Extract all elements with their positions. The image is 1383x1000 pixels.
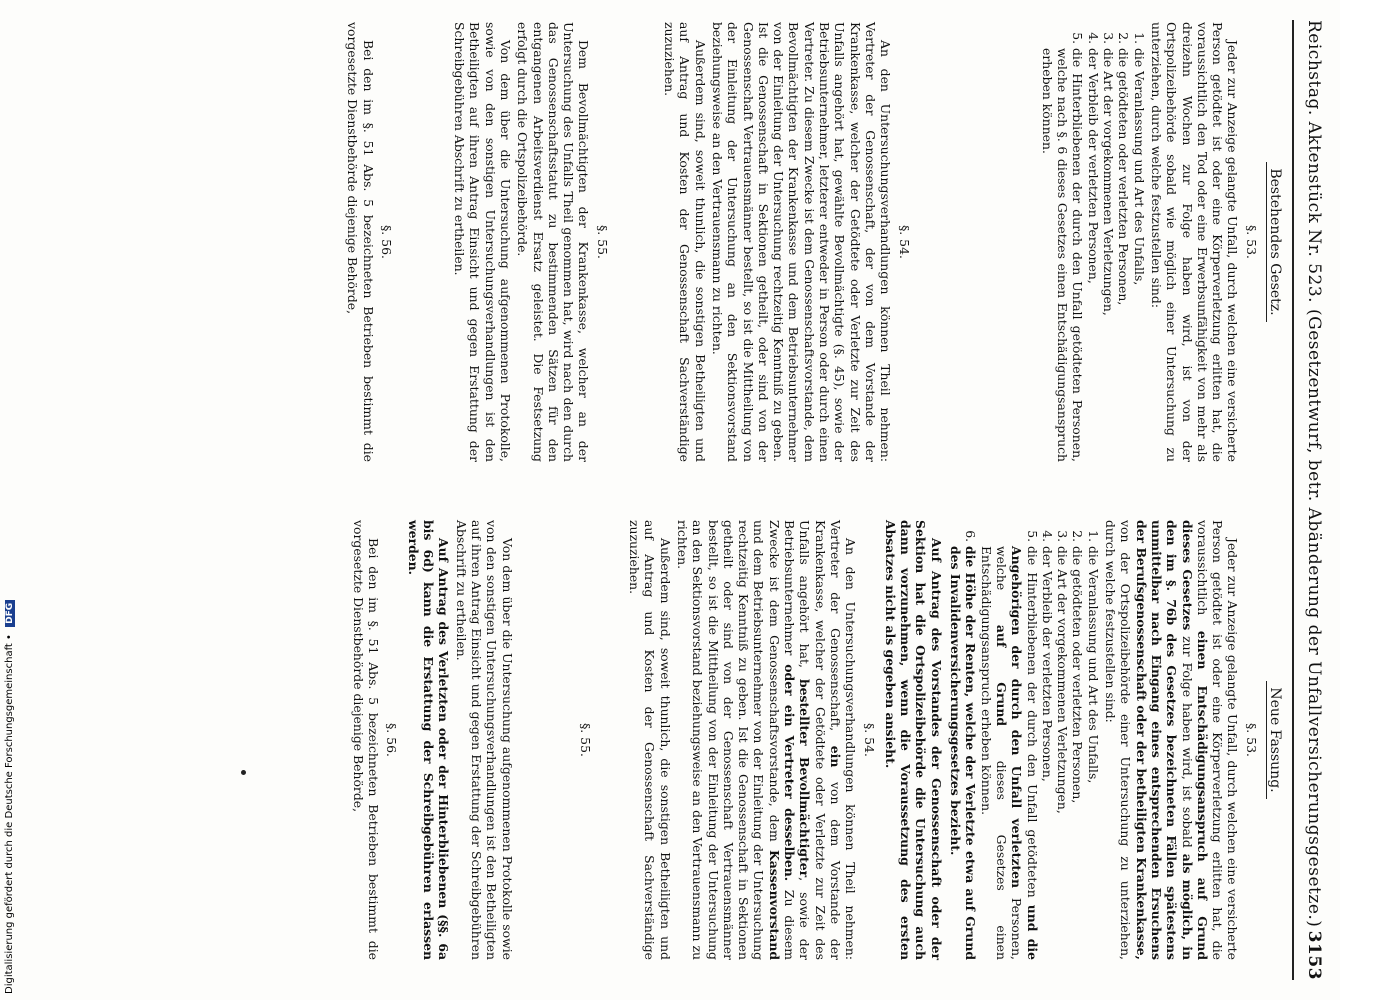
column-existing-law	[343, 22, 1282, 462]
paragraph: Von dem über die Untersuchung aufgenommenen Protokolle, sowie von den sonstigen Untersuchungsverhandlungen ist den Betheiligten auf ihren Antrag Einsicht und gegen Erstattung der Schreibgebühren Abschrift zu ertheilen.	[452, 22, 514, 462]
list-item: 5. die Hinterbliebenen der durch den Unfall getödteten und die Angehörigen der durch den Unfall verletzten Personen, welche auf Grund dieses Gesetzes einen Entschädigungsanspruch erheben können.	[978, 546, 1039, 960]
list-item: 1. die Veranlassung und Art des Unfalls,	[1085, 546, 1100, 960]
paragraph: Bei den im §. 51 Abs. 5 bezeichneten Betrieben bestimmt die vorgesetzte Dienstbehörde diejenige Behörde,	[350, 520, 382, 960]
digitization-credit	[0, 604, 24, 994]
header-title: Reichstag. Aktenstück Nr. 523. (Gesetzentwurf, betr. Abänderung der Unfallversicherungsgesetze.)	[1304, 20, 1324, 928]
section-heading: §. 56.	[378, 225, 394, 259]
section-heading: §. 54.	[896, 225, 912, 259]
section-heading: §. 55.	[577, 723, 593, 757]
dfg-logo: DFG	[5, 600, 15, 627]
page-header	[1292, 20, 1328, 980]
column-title-new: Neue Fassung.	[1267, 520, 1282, 960]
paragraph: An den Untersuchungsverhandlungen können Theil nehmen: Vertreter der Genossenschaft, der von dem Vorstande der Krankenkasse, welcher der Getödtete oder Verletzte zur Zeit des Unfalls angehört hat, gewählte Bevollmächtigte (§. 45), sowie der Betriebsunternehmer, letzterer entweder in Person oder durch einen Vertreter. Zu diesem Zwecke ist dem Genossenschaftsvorstande, dem Bevollmächtigten der Krankenkasse und dem Betriebsunternehmer von der Einleitung der Untersuchung rechtzeitig Kenntniß zu geben. Ist die Genossenschaft in Sektionen getheilt, oder sind von der Genossenschaft Vertrauensmänner bestellt, so ist die Mittheilung von der Einleitung der Untersuchung an den Sektionsvorstand beziehungsweise an den Vertrauensmann zu richten.	[709, 22, 894, 462]
paragraph-bold: Auf Antrag des Vorstandes der Genossenschaft oder der Sektion hat die Ortspolizeibehörde die Untersuchung auch dann vorzunehmen, wenn die Voraussetzung des ersten Absatzes nicht als gegeben ansieht.	[882, 520, 944, 960]
section-heading: §. 53.	[1243, 723, 1259, 757]
paragraph-bold: Auf Antrag des Verletzten oder der Hinterbliebenen (§§. 6a bis 6d) kann die Erstattung der Schreibgebühren erlassen werden.	[405, 520, 452, 960]
section-heading: §. 56.	[384, 723, 400, 757]
credit-text: Digitalisierung gefördert durch die Deutsche Forschungsgemeinschaft •	[4, 634, 15, 994]
paragraph: Jeder zur Anzeige gelangte Unfall, durch welchen eine versicherte Person getödtet ist oder eine Körperverletzung erlitten hat, die voraussichtlich einen Entschädigungsanspruch auf Grund dieses Gesetzes zur Folge haben wird, ist sobald als möglich, in den im §. 76b des Gesetzes bezeichneten Fällen spätestens unmittelbar nach Eingang eines entsprechenden Ersuchens der Berufsgenossenschaft oder der betheiligten Krankenkasse, von der Ortspolizeibehörde einer Untersuchung zu unterziehen, durch welche festzustellen sind:	[1103, 520, 1241, 960]
page-number: 3153	[1304, 930, 1324, 980]
list-item: 1. die Veranlassung und Art des Unfalls,	[1131, 48, 1146, 462]
list-item: 4. der Verbleib der verletzten Personen,	[1085, 48, 1100, 462]
section-heading: §. 55.	[594, 225, 610, 259]
section-heading: §. 54.	[861, 723, 877, 757]
paragraph: Außerdem sind, soweit thunlich, die sonstigen Betheiligten und auf Antrag und Kosten der Genossenschaft Sachverständige zuzuziehen.	[662, 22, 708, 462]
paragraph: Von dem über die Untersuchung aufgenommenen Protokolle sowie von den sonstigen Untersuchungsverhandlungen ist den Betheiligten auf ihren Antrag Einsicht und gegen Erstattung der Schreibgebühren Abschrift zu ertheilen.	[453, 520, 515, 960]
column-title-existing: Bestehendes Gesetz.	[1267, 22, 1282, 462]
list-item: 6. die Höhe der Renten, welche der Verletzte etwa auf Grund des Invalidenversicherungsgesetzes bezieht.	[948, 546, 979, 960]
section-heading: §. 53.	[1243, 225, 1259, 259]
paragraph: Dem Bevollmächtigten der Krankenkasse, welcher an der Untersuchung des Unfalls Theil genommen hat, wird nach den durch das Genossenschaftsstatut zu bestimmenden Sätzen für den entgangenen Arbeitsverdienst Ersatz geleistet. Die Festsetzung erfolgt durch die Ortspolizeibehörde.	[515, 22, 592, 462]
enumerated-list	[948, 520, 1101, 960]
list-item: 4. der Verbleib der verletzten Personen,	[1040, 546, 1055, 960]
paragraph: Jeder zur Anzeige gelangte Unfall, durch welchen eine versicherte Person getödtet ist oder eine Körperverletzung erlitten hat, die voraussichtlich den Tod oder eine Erwerbsunfähigkeit von mehr als dreizehn Wochen zur Folge haben wird, ist von der Ortspolizeibehörde sobald wie möglich einer Untersuchung zu unterziehen, durch welche festzustellen sind:	[1148, 22, 1241, 462]
paragraph: Bei den im §. 51 Abs. 5 bezeichneten Betrieben bestimmt die vorgesetzte Dienstbehörde diejenige Behörde,	[345, 22, 376, 462]
column-new-version	[349, 520, 1282, 960]
list-item: 3. die Art der vorgekommenen Verletzungen,	[1101, 48, 1116, 462]
enumerated-list	[1040, 22, 1147, 462]
paragraph: An den Untersuchungsverhandlungen können Theil nehmen: Vertreter der Genossenschaft, ein von dem Vorstande der Krankenkasse, welcher der Getödtete oder Verletzte zur Zeit des Unfalls angehört hat, bestellter Bevollmächtigter, sowie der Betriebsunternehmer oder ein Vertreter desselben. Zu diesem Zwecke ist dem Genossenschaftsvorstande, dem Kassenvorstand und dem Betriebsunternehmer von der Einleitung der Untersuchung rechtzeitig Kenntniß zu geben. Ist die Genossenschaft in Sektionen getheilt oder sind von der Genossenschaft Vertrauensmänner bestellt, so ist die Mittheilung von der Einleitung der Untersuchung an den Sektionsvorstand beziehungsweise an den Vertrauensmann zu richten.	[675, 520, 859, 960]
ink-dot	[241, 770, 246, 775]
list-item: 2. die getödteten oder verletzten Personen,	[1070, 546, 1085, 960]
list-item: 3. die Art der vorgekommenen Verletzungen,	[1055, 546, 1070, 960]
list-item: 2. die getödteten oder verletzten Personen,	[1116, 48, 1131, 462]
paragraph: Außerdem sind, soweit thunlich, die sonstigen Betheiligten und auf Antrag und Kosten der Genossenschaft Sachverständige zuzuziehen.	[627, 520, 673, 960]
list-item: 5. die Hinterbliebenen der durch den Unfall getödteten Personen, welche nach §. 6 dieses Gesetzes einen Entschädigungsanspruch erheben können.	[1040, 48, 1086, 462]
